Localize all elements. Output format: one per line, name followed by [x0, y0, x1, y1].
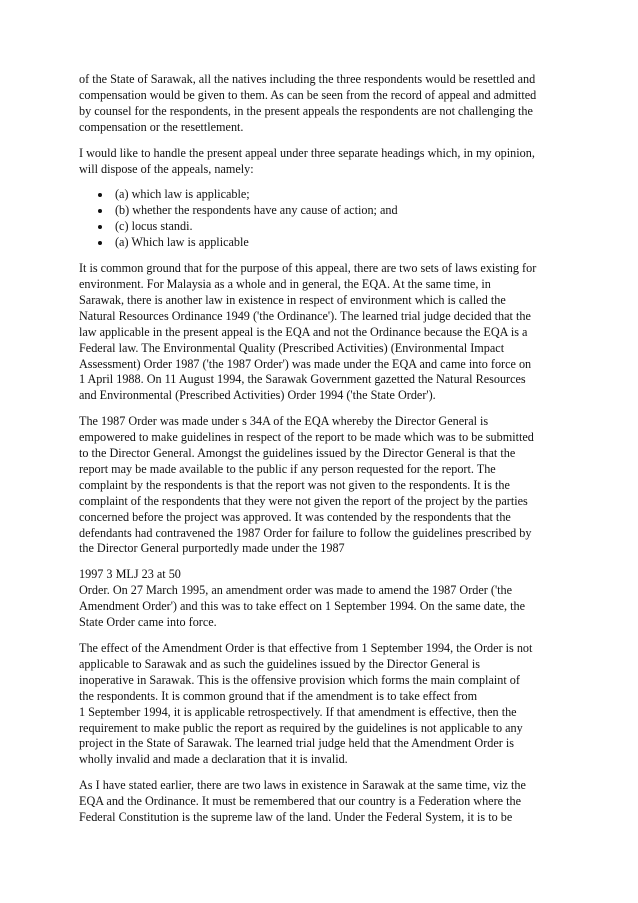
- text-line: State Order came into force.: [79, 615, 217, 630]
- text-line: defendants had contravened the 1987 Order for failure to follow the guidelines prescribed by: [79, 525, 532, 540]
- text-line: Natural Resources Ordinance 1949 ('the Ordinance'). The learned trial judge decided that the: [79, 308, 531, 323]
- paragraph-amendment-effect: [79, 641, 562, 768]
- text-line: The effect of the Amendment Order is that effective from 1 September 1994, the Order is not: [79, 641, 533, 655]
- text-line: complaint by the respondents is that the report was not given to the respondents. It is the: [79, 477, 510, 492]
- list-item: [79, 187, 562, 203]
- list-item: [79, 219, 562, 235]
- headings-list: [79, 187, 562, 251]
- text-line: by counsel for the respondents, in the present appeals the respondents are not challenging the: [79, 103, 533, 118]
- text-line: compensation or the resettlement.: [79, 119, 244, 134]
- text-line: inoperative in Sarawak. This is the offensive provision which forms the main complaint of: [79, 672, 520, 687]
- bullet-icon: [98, 209, 102, 213]
- text-line: to the Director General. Amongst the guidelines issued by the Director General is that the: [79, 446, 516, 461]
- text-line: compensation would be given to them. As can be seen from the record of appeal and admitted: [79, 87, 537, 102]
- list-item-text: (a) Which law is applicable: [115, 235, 249, 250]
- list-item-text: (a) which law is applicable;: [115, 187, 250, 202]
- text-line: environment. For Malaysia as a whole and in general, the EQA. At the same time, in: [79, 276, 491, 291]
- paragraph-applicable-law: [79, 261, 562, 404]
- text-line: of the State of Sarawak, all the natives including the three respondents would be resettled and: [79, 72, 536, 86]
- text-line: Sarawak, there is another law in existence in respect of environment which is called the: [79, 292, 506, 307]
- citation: 1997 3 MLJ 23 at 50: [79, 567, 181, 582]
- text-line: empowered to make guidelines in respect of the report to be made which was to be submitted: [79, 430, 534, 445]
- paragraph-amendment-order: [79, 567, 562, 631]
- list-item-text: (c) locus standi.: [115, 219, 193, 234]
- text-line: EQA and the Ordinance. It must be remembered that our country is a Federation where the: [79, 794, 521, 809]
- paragraph-resettlement: [79, 72, 562, 136]
- bullet-icon: [98, 241, 102, 245]
- text-line: the Director General purportedly made under the 1987: [79, 541, 345, 556]
- text-line: As I have stated earlier, there are two laws in existence in Sarawak at the same time, viz the: [79, 778, 526, 793]
- list-item-text: (b) whether the respondents have any cause of action; and: [115, 203, 398, 218]
- text-line: applicable to Sarawak and as such the guidelines issued by the Director General is: [79, 656, 481, 671]
- list-item: [79, 203, 562, 219]
- text-line: project in the State of Sarawak. The learned trial judge held that the Amendment Order is: [79, 736, 514, 751]
- text-line: 1 April 1988. On 11 August 1994, the Sarawak Government gazetted the Natural Resources: [79, 372, 526, 387]
- paragraph-federation: [79, 778, 562, 826]
- bullet-icon: [98, 193, 102, 197]
- bullet-icon: [98, 225, 102, 229]
- text-line: complaint of the respondents that they were not given the report of the project by the parties: [79, 493, 528, 508]
- text-line: 1 September 1994, it is applicable retrospectively. If that amendment is effective, then the: [79, 704, 517, 719]
- text-line: Order. On 27 March 1995, an amendment order was made to amend the 1987 Order ('the: [79, 583, 513, 598]
- document-page: [79, 72, 562, 836]
- text-line: report may be made available to the public if any person requested for the report. The: [79, 461, 496, 476]
- text-line: Federal law. The Environmental Quality (Prescribed Activities) (Environmental Impact: [79, 340, 505, 355]
- text-line: Assessment) Order 1987 ('the 1987 Order') was made under the EQA and came into force on: [79, 356, 532, 371]
- text-line: Amendment Order') and this was to take effect on 1 September 1994. On the same date, the: [79, 599, 526, 614]
- text-line: I would like to handle the present appeal under three separate headings which, in my opinion,: [79, 145, 535, 160]
- list-item: [79, 235, 562, 251]
- text-line: Federal Constitution is the supreme law of the land. Under the Federal System, it is to be: [79, 810, 513, 825]
- text-line: requirement to make public the report as required by the guidelines is not applicable to any: [79, 720, 523, 735]
- text-line: concerned before the project was approved. It was contended by the respondents that the: [79, 509, 511, 524]
- text-line: law applicable in the present appeal is the EQA and not the Ordinance because the EQA is a: [79, 324, 528, 339]
- text-line: the respondents. It is common ground that if the amendment is to take effect from: [79, 688, 478, 703]
- text-line: will dispose of the appeals, namely:: [79, 161, 254, 176]
- paragraph-1987-order: [79, 414, 562, 557]
- text-line: The 1987 Order was made under s 34A of the EQA whereby the Director General is: [79, 414, 489, 429]
- paragraph-headings-intro: [79, 146, 562, 178]
- text-line: It is common ground that for the purpose of this appeal, there are two sets of laws existing for: [79, 261, 537, 276]
- text-line: wholly invalid and made a declaration that it is invalid.: [79, 752, 348, 767]
- text-line: and Environmental (Prescribed Activities) Order 1994 ('the State Order').: [79, 388, 436, 403]
